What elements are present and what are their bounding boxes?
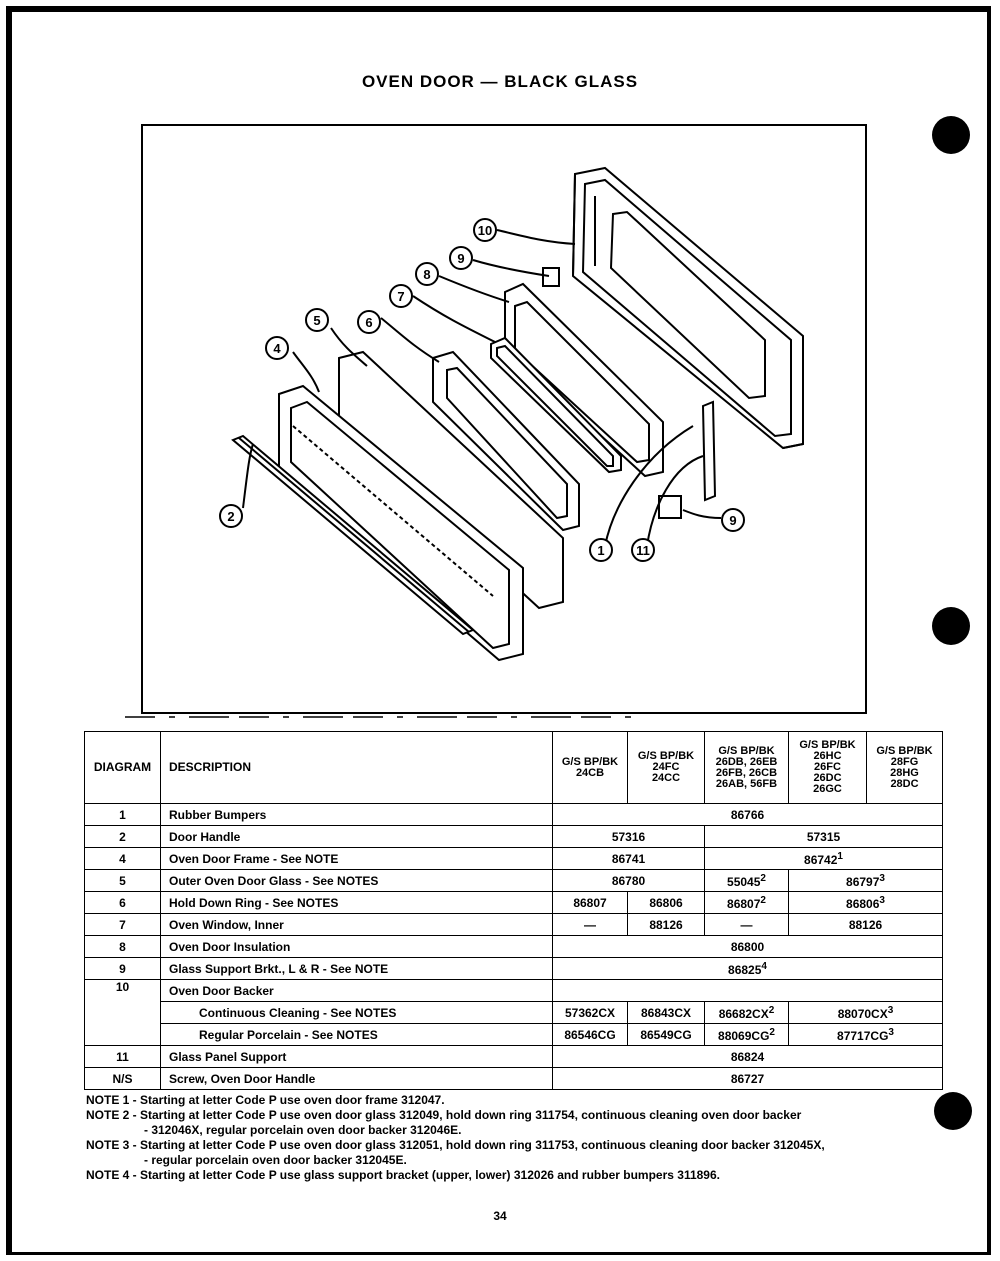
table-row: 5 Outer Oven Door Glass - See NOTES 86780 55045$^2$ 86797$^3$ (85, 870, 943, 892)
table-row: N/S Screw, Oven Door Handle 86727 (85, 1068, 943, 1090)
table-row: 4 Oven Door Frame - See NOTE 86741 86742$^1$ (85, 848, 943, 870)
callout-1: 1 (597, 543, 605, 558)
header-col4: G/S BP/BK 26HC 26FC 26DC 26GC (789, 732, 867, 804)
note-1: NOTE 1 - Starting at letter Code P use oven door frame 312047. (86, 1093, 445, 1107)
callout-8: 8 (423, 267, 431, 282)
callout-9-lower: 9 (729, 513, 737, 528)
table-row: 6 Hold Down Ring - See NOTES 86807 86806 86807$^2$ 86806$^3$ (85, 892, 943, 914)
header-diagram: DIAGRAM (85, 732, 161, 804)
table-row: Regular Porcelain - See NOTES 86546CG 86549CG $88069CG^2$ $87717CG^3$ (85, 1024, 943, 1046)
note-2: NOTE 2 - Starting at letter Code P use oven door glass 312049, hold down ring 311754, continuous cleaning oven door backer (86, 1108, 802, 1122)
punch-hole-middle (932, 607, 970, 645)
page-title: OVEN DOOR — BLACK GLASS (361, 72, 639, 91)
callout-2: 2 (227, 509, 235, 524)
table-row: 10 Oven Door Backer (85, 980, 943, 1002)
table-header-row (85, 732, 943, 804)
table-row: Continuous Cleaning - See NOTES 57362CX 86843CX $86682CX^2$ $88070CX^3$ (85, 1002, 943, 1024)
callout-6: 6 (365, 315, 373, 330)
callout-9-upper: 9 (457, 251, 465, 266)
punch-hole-top (932, 116, 970, 154)
table-row: 7 Oven Window, Inner — 88126 — 88126 (85, 914, 943, 936)
header-col1: G/S BP/BK 24CB (553, 732, 628, 804)
table-row: 8 Oven Door Insulation 86800 (85, 936, 943, 958)
table-row: 1 Rubber Bumpers 86766 (85, 804, 943, 826)
callout-10: 10 (477, 223, 493, 238)
page-number: 34 (493, 1209, 507, 1223)
table-row: 2 Door Handle 57316 57315 (85, 826, 943, 848)
callout-7: 7 (397, 289, 405, 304)
scan-dash-line (125, 716, 645, 719)
header-col3: G/S BP/BK 26DB, 26EB 26FB, 26CB 26AB, 56FB (705, 732, 789, 804)
header-col5: G/S BP/BK 28FG 28HG 28DC (867, 732, 943, 804)
notes-section (86, 1093, 956, 1183)
callout-11: 11 (636, 543, 650, 558)
header-col2: G/S BP/BK 24FC 24CC (628, 732, 705, 804)
glass-support-bracket-upper (543, 268, 559, 286)
oven-door-exploded-view (143, 126, 865, 712)
note-4: NOTE 4 - Starting at letter Code P use glass support bracket (upper, lower) 312026 and rubber bumpers 311896. (86, 1168, 720, 1182)
note-3-continued: - regular porcelain oven door backer 312045E. (144, 1153, 407, 1167)
callout-4: 4 (273, 341, 281, 356)
note-2-continued: - 312046X, regular porcelain oven door backer 312046E. (144, 1123, 462, 1137)
exploded-parts-diagram (141, 124, 867, 714)
note-3: NOTE 3 - Starting at letter Code P use oven door glass 312051, hold down ring 311753, continuous cleaning door backer 312045X, (86, 1138, 825, 1152)
callout-5: 5 (313, 313, 321, 328)
table-row: 9 Glass Support Brkt., L & R - See NOTE 86825$^4$ (85, 958, 943, 980)
header-description: DESCRIPTION (161, 732, 553, 804)
glass-panel-support-part (703, 402, 715, 500)
parts-table (84, 731, 943, 1090)
table-row: 11 Glass Panel Support 86824 (85, 1046, 943, 1068)
glass-support-bracket-lower (659, 496, 681, 518)
